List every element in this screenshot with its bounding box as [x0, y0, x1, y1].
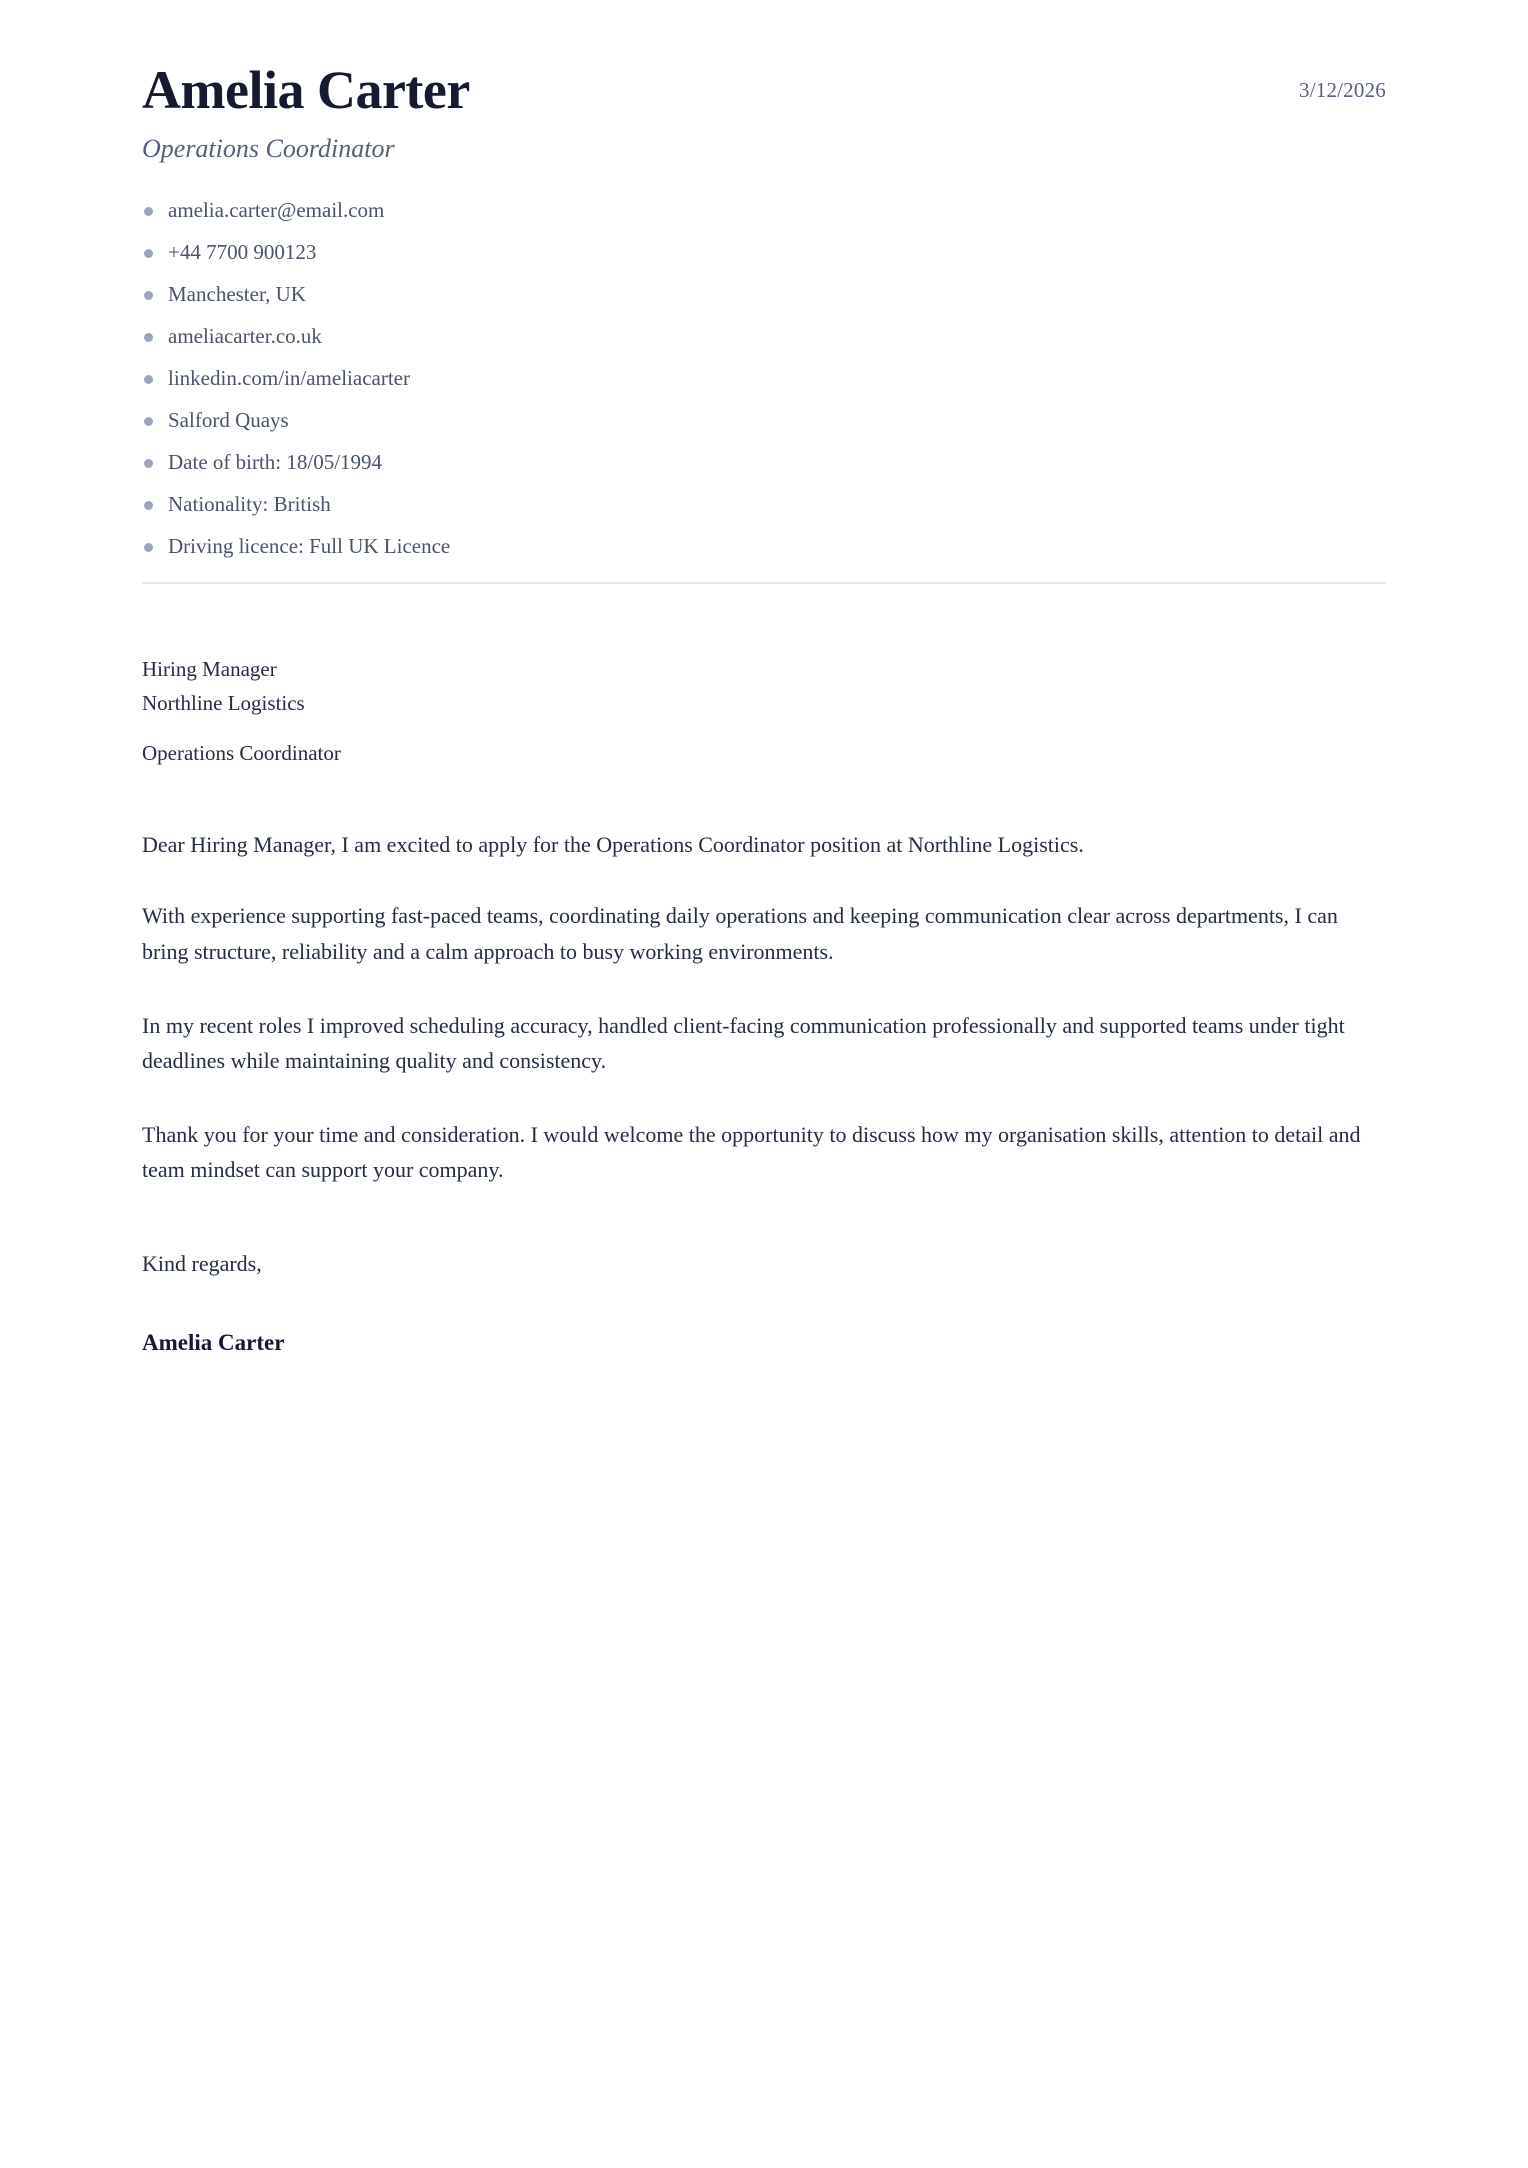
recipient-company: Northline Logistics — [142, 691, 305, 716]
list-item — [142, 323, 1386, 348]
list-item — [142, 365, 1386, 390]
recipient-contact-person: Hiring Manager — [142, 656, 277, 681]
recipient-block — [142, 656, 1386, 767]
list-item — [142, 491, 1386, 516]
list-item — [142, 407, 1386, 432]
letter-body — [142, 827, 1386, 1357]
contact-value: Nationality: British — [168, 491, 331, 516]
contact-value: Salford Quays — [168, 407, 289, 432]
bullet-icon — [144, 417, 153, 426]
list-item — [142, 533, 1386, 558]
contact-value: Manchester, UK — [168, 281, 306, 306]
contact-value: +44 7700 900123 — [168, 239, 317, 264]
bullet-icon — [144, 291, 153, 300]
sender-role: Operations Coordinator — [142, 133, 395, 163]
letter-date: 3/12/2026 — [1299, 78, 1386, 102]
header-divider — [142, 582, 1386, 584]
bullet-icon — [144, 375, 153, 384]
bullet-icon — [144, 249, 153, 258]
list-item — [142, 197, 1386, 222]
bullet-icon — [144, 501, 153, 510]
letter-paragraph: With experience supporting fast-paced teams, coordinating daily operations and keeping communication clear across departments, I can bring structure, reliability and a calm approach to busy working environments. — [142, 903, 1338, 964]
letter-paragraph: In my recent roles I improved scheduling accuracy, handled client-facing communication professionally and supported teams under tight deadlines while maintaining quality and consistency. — [142, 1012, 1345, 1074]
contact-value: linkedin.com/in/ameliacarter — [168, 365, 410, 390]
list-item — [142, 281, 1386, 306]
bullet-icon — [144, 207, 153, 216]
bullet-icon — [144, 459, 153, 468]
letter-signature: Amelia Carter — [142, 1330, 285, 1356]
list-item — [142, 449, 1386, 474]
contact-value: Date of birth: 18/05/1994 — [168, 449, 383, 474]
recipient-position: Operations Coordinator — [142, 741, 341, 766]
list-item — [142, 239, 1386, 264]
letter-closing: Kind regards, — [142, 1251, 262, 1276]
letter-header — [142, 0, 1386, 164]
contact-value: Driving licence: Full UK Licence — [168, 533, 451, 558]
contact-value: amelia.carter@email.com — [168, 197, 385, 222]
letter-paragraph: Dear Hiring Manager, I am excited to apply for the Operations Coordinator position at Northline Logistics. — [142, 831, 1084, 857]
contact-value: ameliacarter.co.uk — [168, 323, 322, 348]
sender-name: Amelia Carter — [142, 60, 470, 120]
bullet-icon — [144, 333, 153, 342]
contact-list — [142, 197, 1386, 558]
letter-paragraph: Thank you for your time and consideration. I would welcome the opportunity to discuss how my organisation skills, attention to detail and team mindset can support your company. — [142, 1121, 1361, 1183]
bullet-icon — [144, 543, 153, 552]
